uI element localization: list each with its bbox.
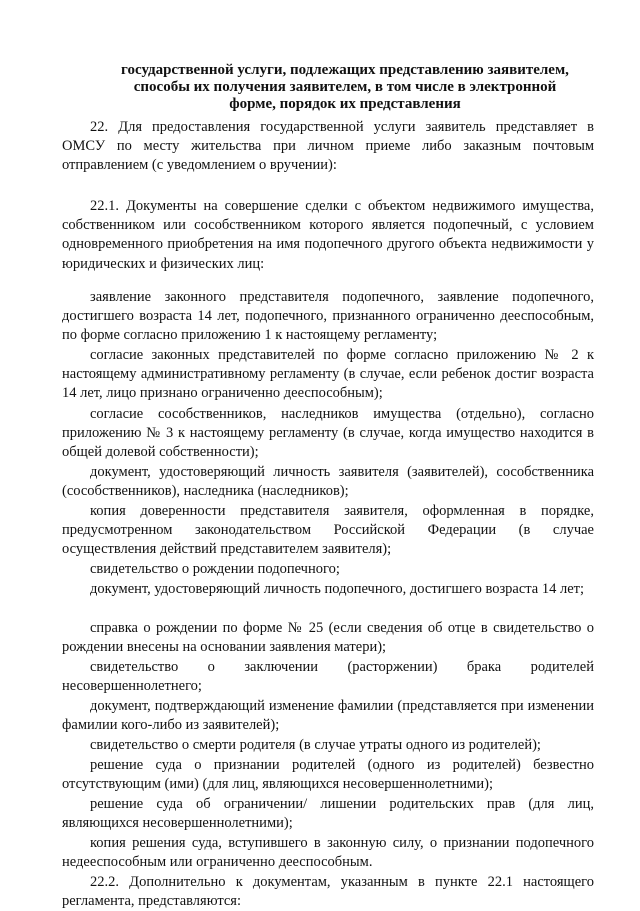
list-item: заявление законного представителя подопечного, заявление подопечного, достигшего возраста 14 лет, подопечного, признанного ограниченно дееспособным, по форме согласно приложению 1 к настоящему регламенту;	[62, 289, 594, 344]
list-item: решение суда об ограничении/ лишении родительских прав (для лиц, являющихся несовершеннолетними);	[62, 796, 594, 832]
list-item: свидетельство о заключении (расторжении) брака родителей несовершеннолетнего;	[62, 659, 594, 695]
section-heading	[90, 62, 600, 113]
list-item: документ, удостоверяющий личность заявителя (заявителей), сособственника (сособственников), наследника (наследников);	[62, 464, 594, 500]
list-item: копия решения суда, вступившего в законную силу, о признании подопечного недееспособным или ограниченно дееспособным.	[62, 835, 594, 871]
list-item: свидетельство о смерти родителя (в случае утраты одного из родителей);	[90, 737, 541, 753]
list-item: справка о рождении по форме № 25 (если сведения об отце в свидетельство о рождении внесены на основании заявления матери);	[62, 620, 594, 656]
paragraph-22-2: 22.2. Дополнительно к документам, указанным в пункте 22.1 настоящего регламента, представляются:	[62, 874, 594, 910]
list-item: согласие законных представителей по форме согласно приложению № 2 к настоящему административному регламенту (в случае, если ребенок достиг возраста 14 лет, лицо признано ограниченно дееспособным);	[62, 347, 594, 402]
list-item: документ, удостоверяющий личность подопечного, достигшего возраста 14 лет;	[90, 581, 585, 597]
list-item: копия доверенности представителя заявителя, оформленная в порядке, предусмотренном законодательством Российской Федерации (в случае осуществления действий представителем заявителя);	[62, 503, 594, 558]
heading-line: форме, порядок их представления	[229, 96, 461, 112]
heading-line: государственной услуги, подлежащих представлению заявителем,	[121, 62, 569, 78]
list-item: документ, подтверждающий изменение фамилии (представляется при изменении фамилии кого-либо из заявителей);	[62, 698, 594, 734]
list-item: свидетельство о рождении подопечного;	[90, 561, 340, 577]
paragraph-22: 22. Для предоставления государственной услуги заявитель представляет в ОМСУ по месту жительства при личном приеме либо заказным почтовым отправлением (с уведомлением о вручении):	[62, 119, 594, 174]
list-item: согласие сособственников, наследников имущества (отдельно), согласно приложению № 3 к настоящему регламенту (в случае, когда имущество находится в общей долевой собственности);	[62, 406, 594, 461]
list-item: решение суда о признании родителей (одного из родителей) безвестно отсутствующим (ими) (для лиц, являющихся несовершеннолетними);	[62, 757, 594, 793]
heading-line: способы их получения заявителем, в том числе в электронной	[133, 79, 557, 95]
paragraph-22-1: 22.1. Документы на совершение сделки с объектом недвижимого имущества, собственником или сособственником которого является подопечный, с условием одновременного приобретения на имя подопечного другого объекта недвижимости у юридических и физических лиц:	[62, 198, 594, 272]
